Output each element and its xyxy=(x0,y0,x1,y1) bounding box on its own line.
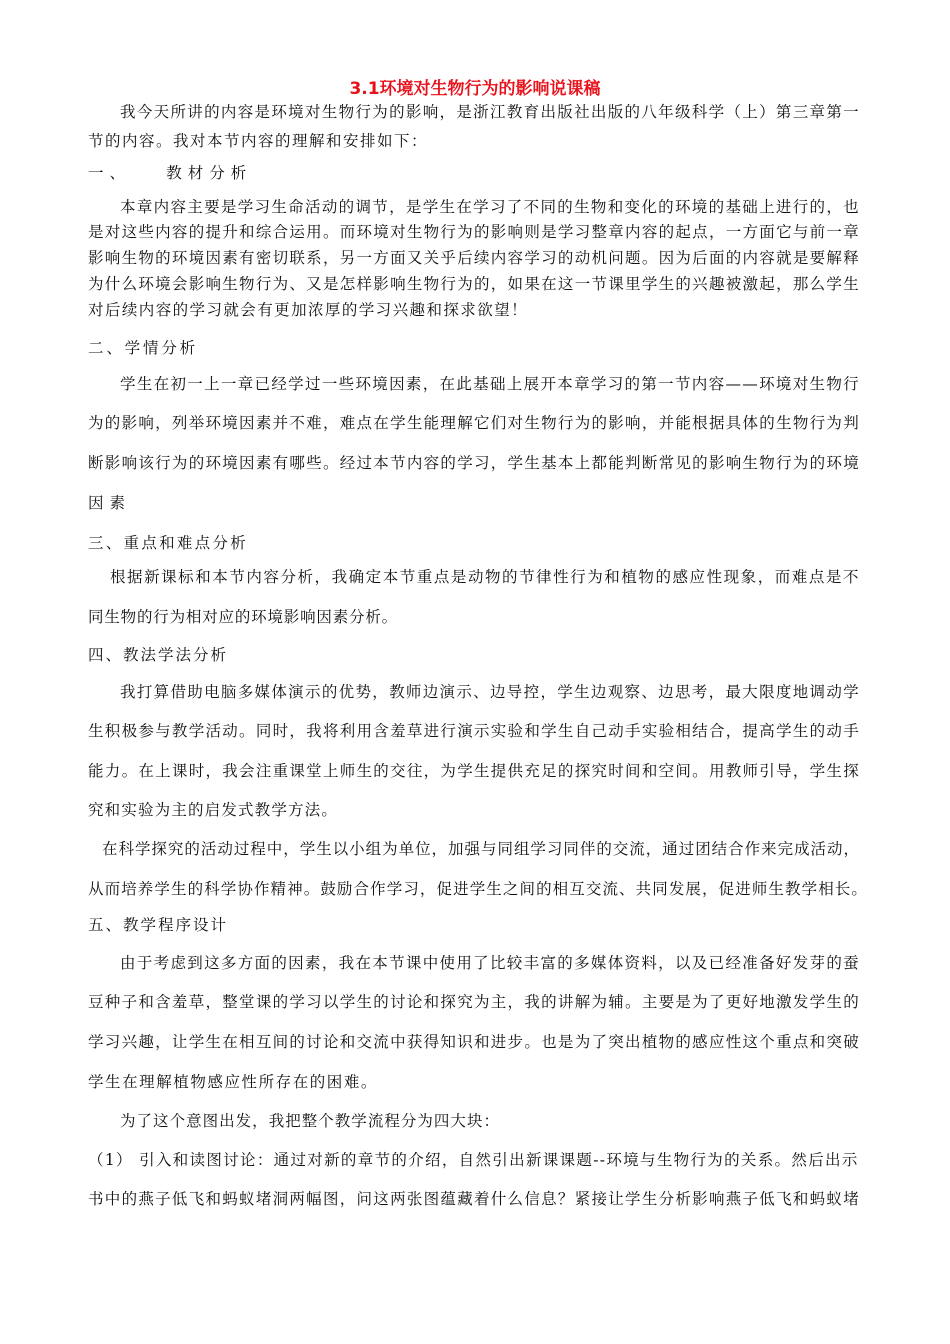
text-line-30: （1） 引入和读图讨论：通过对新的章节的介绍，自然引出新课课题--环境与生物行为的关系。然后出示 xyxy=(88,1151,859,1169)
section-heading-2: 二、学情分析 xyxy=(88,339,198,357)
text-line-12: 断影响该行为的环境因素有哪些。经过本节内容的学习，学生基本上都能判断常见的影响生物行为的环境 xyxy=(88,454,860,472)
text-line-10: 学生在初一上一章已经学过一些环境因素，在此基础上展开本章学习的第一节内容——环境对生物行 xyxy=(120,375,860,393)
text-line-27: 学习兴趣，让学生在相互间的讨论和交流中获得知识和进步。也是为了突出植物的感应性这个重点和突破 xyxy=(88,1033,860,1051)
text-line-6: 影响生物的环境因素有密切联系，另一方面又关乎后续内容学习的动机问题。因为后面的内容就是要解释 xyxy=(88,249,860,267)
text-line-26: 豆种子和含羞草，整堂课的学习以学生的讨论和探究为主，我的讲解为辅。主要是为了更好地激发学生的 xyxy=(88,993,860,1011)
text-line-7: 为什么环境会影响生物行为、又是怎样影响生物行为的，如果在这一节课里学生的兴趣被激起，那么学生 xyxy=(88,275,860,293)
text-line-5: 是对这些内容的提升和综合运用。而环境对生物行为的影响则是学习整章内容的起点，一方面它与前一章 xyxy=(88,223,860,241)
text-line-25: 由于考虑到这多方面的因素，我在本节课中使用了比较丰富的多媒体资料，以及已经准备好发芽的蚕 xyxy=(120,954,860,972)
text-line-22: 在科学探究的活动过程中，学生以小组为单位，加强与同组学习同伴的交流，通过团结合作来完成活动， xyxy=(102,840,860,858)
text-line-16: 同生物的行为相对应的环境影响因素分析。 xyxy=(88,608,398,626)
text-line-13: 因素 xyxy=(88,494,132,512)
section-heading-3: 三、重点和难点分析 xyxy=(88,534,248,552)
text-line-20: 能力。在上课时，我会注重课堂上师生的交往，为学生提供充足的探究时间和空间。用教师引导，学生探 xyxy=(88,762,860,780)
section-heading-1: 一、 教材分析 xyxy=(88,164,253,182)
text-line-28: 学生在理解植物感应性所存在的困难。 xyxy=(88,1073,378,1091)
text-line-23: 从而培养学生的科学协作精神。鼓励合作学习，促进学生之间的相互交流、共同发展，促进师生教学相长。 xyxy=(88,880,868,898)
text-line-1: 我今天所讲的内容是环境对生物行为的影响，是浙江教育出版社出版的八年级科学（上）第三章第一 xyxy=(120,103,860,121)
text-line-29: 为了这个意图出发，我把整个教学流程分为四大块： xyxy=(120,1112,500,1130)
text-line-4: 本章内容主要是学习生命活动的调节，是学生在学习了不同的生物和变化的环境的基础上进行的，也 xyxy=(120,198,860,216)
text-line-11: 为的影响，列举环境因素并不难，难点在学生能理解它们对生物行为的影响，并能根据具体的生物行为判 xyxy=(88,414,860,432)
text-line-21: 究和实验为主的启发式教学方法。 xyxy=(88,801,338,819)
text-line-2: 节的内容。我对本节内容的理解和安排如下： xyxy=(88,132,428,150)
text-line-31: 书中的燕子低飞和蚂蚁堵洞两幅图，问这两张图蕴藏着什么信息？紧接让学生分析影响燕子低飞和蚂蚁堵 xyxy=(88,1190,860,1208)
document-title: 3.1环境对生物行为的影响说课稿 xyxy=(349,79,601,99)
text-line-18: 我打算借助电脑多媒体演示的优势，教师边演示、边导控，学生边观察、边思考，最大限度地调动学 xyxy=(120,683,860,701)
section-heading-5: 五、教学程序设计 xyxy=(88,916,228,934)
text-line-8: 对后续内容的学习就会有更加浓厚的学习兴趣和探求欲望！ xyxy=(88,301,528,319)
text-line-15: 根据新课标和本节内容分析，我确定本节重点是动物的节律性行为和植物的感应性现象，而难点是不 xyxy=(110,568,860,586)
section-heading-4: 四、教法学法分析 xyxy=(88,646,228,664)
text-line-19: 生积极参与教学活动。同时，我将利用含羞草进行演示实验和学生自己动手实验相结合，提高学生的动手 xyxy=(88,722,860,740)
